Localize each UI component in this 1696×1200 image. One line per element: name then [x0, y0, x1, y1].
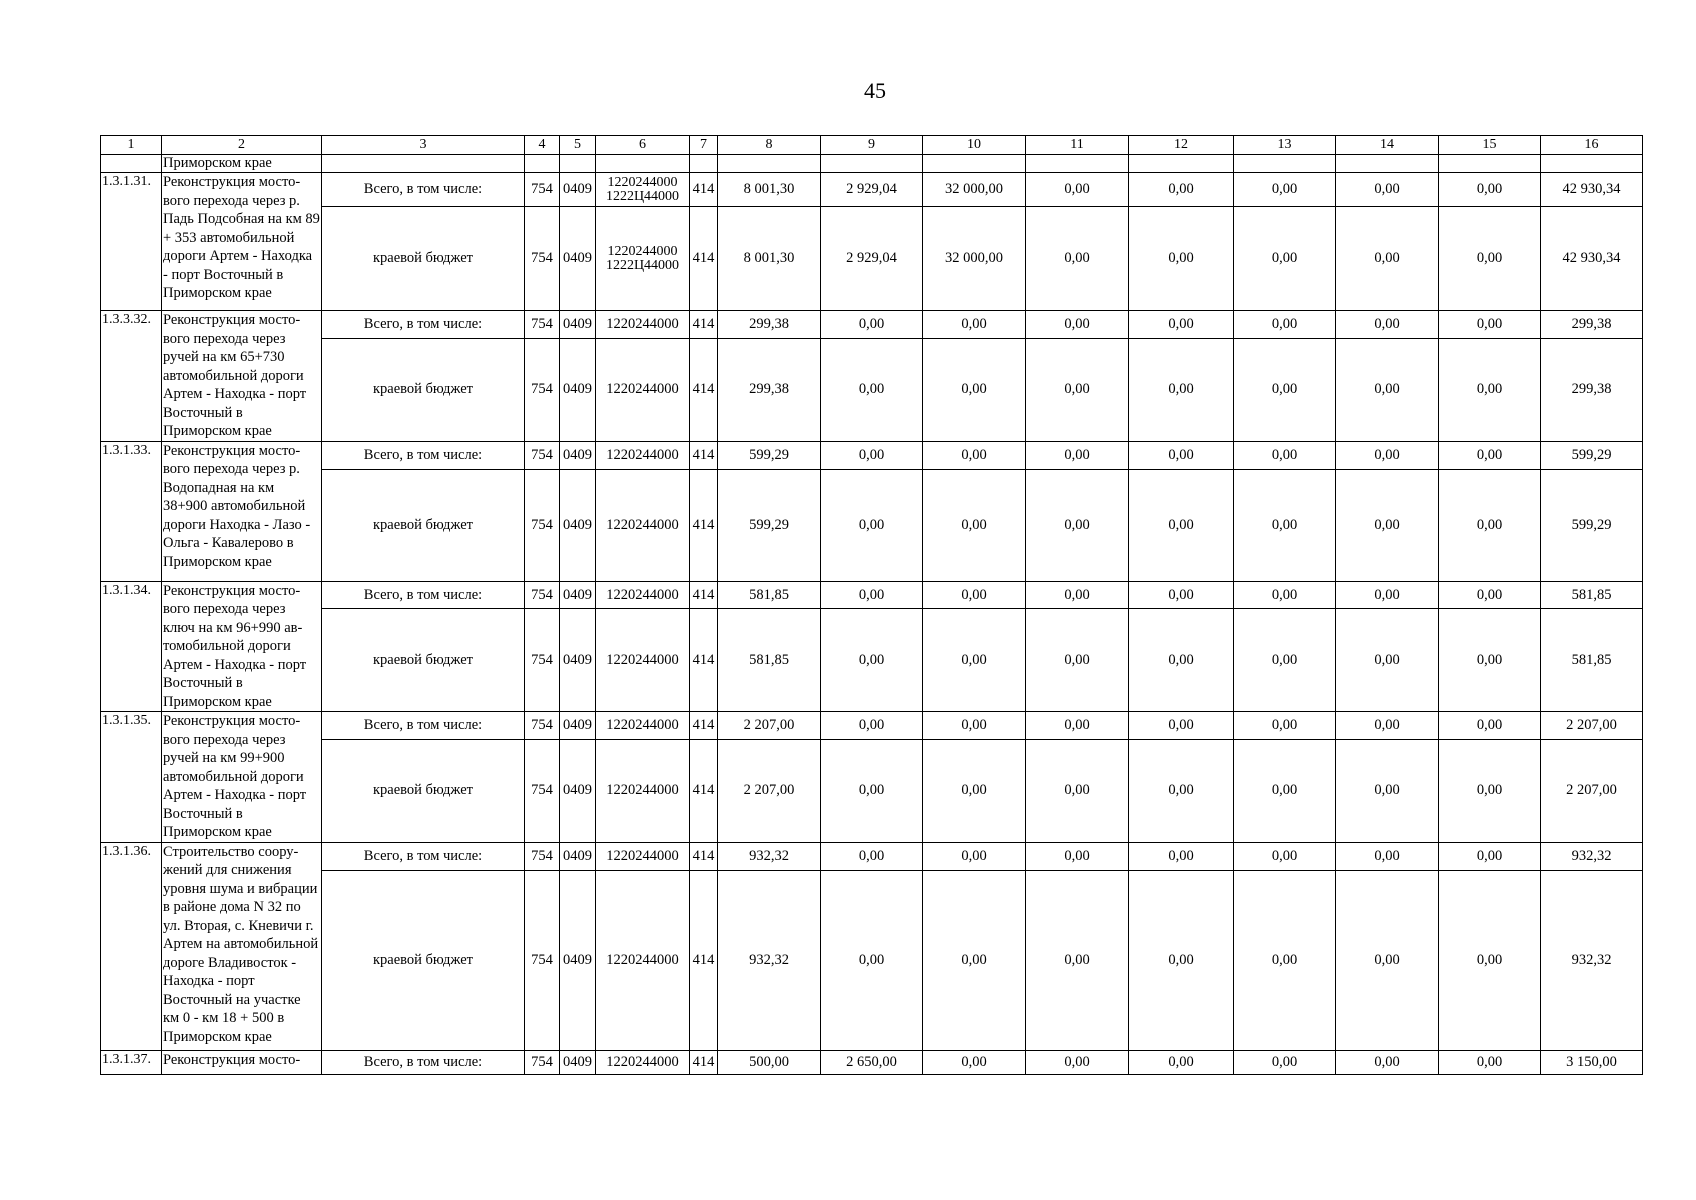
table-row [101, 469, 1643, 581]
value-cell-10: 32 000,00 [923, 207, 1026, 311]
code-cell-7: 414 [690, 441, 718, 469]
empty-cell [1541, 155, 1643, 173]
value-cell-9: 0,00 [821, 441, 923, 469]
value-cell-11: 0,00 [1026, 870, 1129, 1050]
code-cell-4: 754 [525, 441, 560, 469]
value-cell-8: 581,85 [718, 581, 821, 609]
code-cell-4: 754 [525, 338, 560, 441]
item-name-cell: Реконструкция мостового перехода через ручей на км 65+730 автомобильной дороги Артем - Находка - порт Восточный в Приморском крае [162, 311, 322, 442]
item-name-cell: Реконструкция мостового перехода через ручей на км 99+900 автомобильной дороги Артем - Находка - порт Восточный в Приморском крае [162, 712, 322, 843]
table-row [101, 609, 1643, 712]
value-cell-13: 0,00 [1234, 712, 1336, 740]
column-header-15: 15 [1439, 136, 1541, 155]
code-cell-5: 0409 [560, 338, 596, 441]
value-cell-14: 0,00 [1336, 1050, 1439, 1074]
continuation-row [101, 155, 1643, 173]
column-header-4: 4 [525, 136, 560, 155]
value-cell-15: 0,00 [1439, 581, 1541, 609]
value-cell-13: 0,00 [1234, 842, 1336, 870]
code-cell-6: 1220244000 [596, 712, 690, 740]
code-cell-7: 414 [690, 870, 718, 1050]
value-cell-11: 0,00 [1026, 311, 1129, 339]
code-cell-4: 754 [525, 870, 560, 1050]
value-cell-8: 932,32 [718, 842, 821, 870]
value-cell-15: 0,00 [1439, 173, 1541, 207]
value-cell-13: 0,00 [1234, 441, 1336, 469]
value-cell-12: 0,00 [1129, 1050, 1234, 1074]
value-cell-9: 0,00 [821, 609, 923, 712]
value-cell-14: 0,00 [1336, 581, 1439, 609]
item-name-cell: Реконструкция мостового перехода через р. Падь Подсобная на км 89 + 353 автомобильной дороги Артем - Находка - порт Восточный в Приморском крае [162, 173, 322, 311]
table-row [101, 173, 1643, 207]
source-label-cell: краевой бюджет [322, 739, 525, 842]
code-cell-7: 414 [690, 338, 718, 441]
value-cell-12: 0,00 [1129, 870, 1234, 1050]
value-cell-14: 0,00 [1336, 870, 1439, 1050]
value-cell-10: 0,00 [923, 842, 1026, 870]
value-cell-16: 299,38 [1541, 338, 1643, 441]
value-cell-8: 2 207,00 [718, 712, 821, 740]
value-cell-13: 0,00 [1234, 609, 1336, 712]
value-cell-11: 0,00 [1026, 338, 1129, 441]
code-cell-6: 1220244000 [596, 311, 690, 339]
item-number-cell: 1.3.1.35. [101, 712, 162, 843]
value-cell-15: 0,00 [1439, 712, 1541, 740]
empty-cell [322, 155, 525, 173]
value-cell-12: 0,00 [1129, 338, 1234, 441]
value-cell-13: 0,00 [1234, 311, 1336, 339]
table-body [101, 136, 1643, 1075]
code-cell-5: 0409 [560, 207, 596, 311]
value-cell-8: 599,29 [718, 441, 821, 469]
value-cell-16: 2 207,00 [1541, 712, 1643, 740]
value-cell-15: 0,00 [1439, 739, 1541, 842]
value-cell-16: 599,29 [1541, 441, 1643, 469]
column-header-5: 5 [560, 136, 596, 155]
value-cell-12: 0,00 [1129, 311, 1234, 339]
code-cell-5: 0409 [560, 870, 596, 1050]
value-cell-11: 0,00 [1026, 739, 1129, 842]
value-cell-10: 32 000,00 [923, 173, 1026, 207]
empty-cell [1129, 155, 1234, 173]
value-cell-9: 0,00 [821, 842, 923, 870]
empty-cell [596, 155, 690, 173]
value-cell-16: 299,38 [1541, 311, 1643, 339]
value-cell-8: 8 001,30 [718, 207, 821, 311]
code-cell-4: 754 [525, 842, 560, 870]
value-cell-15: 0,00 [1439, 842, 1541, 870]
column-header-13: 13 [1234, 136, 1336, 155]
value-cell-9: 0,00 [821, 469, 923, 581]
code-cell-5: 0409 [560, 739, 596, 842]
value-cell-14: 0,00 [1336, 712, 1439, 740]
value-cell-11: 0,00 [1026, 581, 1129, 609]
value-cell-11: 0,00 [1026, 469, 1129, 581]
code-cell-6: 1220244000 [596, 609, 690, 712]
value-cell-10: 0,00 [923, 870, 1026, 1050]
number-cell [101, 155, 162, 173]
value-cell-9: 2 929,04 [821, 207, 923, 311]
column-header-1: 1 [101, 136, 162, 155]
item-number-cell: 1.3.1.37. [101, 1050, 162, 1074]
total-label-cell: Всего, в том числе: [322, 441, 525, 469]
code-cell-5: 0409 [560, 842, 596, 870]
code-cell-6: 1220244000 [596, 441, 690, 469]
value-cell-11: 0,00 [1026, 609, 1129, 712]
value-cell-11: 0,00 [1026, 173, 1129, 207]
value-cell-15: 0,00 [1439, 1050, 1541, 1074]
value-cell-12: 0,00 [1129, 842, 1234, 870]
value-cell-8: 299,38 [718, 338, 821, 441]
code-cell-7: 414 [690, 842, 718, 870]
value-cell-8: 932,32 [718, 870, 821, 1050]
empty-cell [718, 155, 821, 173]
empty-cell [1234, 155, 1336, 173]
total-label-cell: Всего, в том числе: [322, 712, 525, 740]
code-cell-6: 1220244000 [596, 842, 690, 870]
value-cell-12: 0,00 [1129, 609, 1234, 712]
source-label-cell: краевой бюджет [322, 469, 525, 581]
value-cell-13: 0,00 [1234, 173, 1336, 207]
value-cell-16: 581,85 [1541, 609, 1643, 712]
value-cell-10: 0,00 [923, 311, 1026, 339]
item-number-cell: 1.3.1.33. [101, 441, 162, 581]
code-cell-5: 0409 [560, 173, 596, 207]
code-cell-4: 754 [525, 712, 560, 740]
value-cell-16: 599,29 [1541, 469, 1643, 581]
value-cell-8: 2 207,00 [718, 739, 821, 842]
value-cell-12: 0,00 [1129, 469, 1234, 581]
value-cell-14: 0,00 [1336, 207, 1439, 311]
value-cell-12: 0,00 [1129, 173, 1234, 207]
empty-cell [821, 155, 923, 173]
code-cell-5: 0409 [560, 1050, 596, 1074]
table-row [101, 870, 1643, 1050]
value-cell-9: 2 650,00 [821, 1050, 923, 1074]
value-cell-13: 0,00 [1234, 1050, 1336, 1074]
table-row [101, 441, 1643, 469]
code-cell-4: 754 [525, 173, 560, 207]
value-cell-10: 0,00 [923, 739, 1026, 842]
value-cell-16: 932,32 [1541, 870, 1643, 1050]
value-cell-13: 0,00 [1234, 739, 1336, 842]
value-cell-10: 0,00 [923, 609, 1026, 712]
code-cell-7: 414 [690, 1050, 718, 1074]
page-number: 45 [864, 78, 886, 103]
value-cell-15: 0,00 [1439, 311, 1541, 339]
item-number-cell: 1.3.3.32. [101, 311, 162, 442]
value-cell-12: 0,00 [1129, 712, 1234, 740]
item-number-cell: 1.3.1.31. [101, 173, 162, 311]
value-cell-10: 0,00 [923, 581, 1026, 609]
code-cell-7: 414 [690, 173, 718, 207]
value-cell-10: 0,00 [923, 712, 1026, 740]
source-label-cell: краевой бюджет [322, 207, 525, 311]
column-header-11: 11 [1026, 136, 1129, 155]
source-label-cell: краевой бюджет [322, 338, 525, 441]
total-label-cell: Всего, в том числе: [322, 1050, 525, 1074]
value-cell-11: 0,00 [1026, 1050, 1129, 1074]
code-cell-6: 1220244000 1222Ц44000 [596, 173, 690, 207]
value-cell-11: 0,00 [1026, 441, 1129, 469]
column-header-10: 10 [923, 136, 1026, 155]
value-cell-13: 0,00 [1234, 581, 1336, 609]
value-cell-13: 0,00 [1234, 870, 1336, 1050]
column-header-6: 6 [596, 136, 690, 155]
value-cell-10: 0,00 [923, 338, 1026, 441]
budget-table [100, 135, 1643, 1075]
code-cell-5: 0409 [560, 712, 596, 740]
code-cell-5: 0409 [560, 469, 596, 581]
value-cell-9: 0,00 [821, 311, 923, 339]
value-cell-16: 42 930,34 [1541, 207, 1643, 311]
code-cell-5: 0409 [560, 311, 596, 339]
item-number-cell: 1.3.1.34. [101, 581, 162, 712]
total-label-cell: Всего, в том числе: [322, 173, 525, 207]
value-cell-12: 0,00 [1129, 207, 1234, 311]
item-name-cell: Строительство сооружений для снижения уровня шума и вибрации в районе дома N 32 по ул. Вторая, с. Кневичи г. Артем на автомобильной дороге Владивосток - Находка - порт Восточный на участке км 0 - км 18 + 500 в Приморском крае [162, 842, 322, 1050]
value-cell-10: 0,00 [923, 441, 1026, 469]
value-cell-14: 0,00 [1336, 609, 1439, 712]
column-header-9: 9 [821, 136, 923, 155]
code-cell-6: 1220244000 [596, 870, 690, 1050]
code-cell-4: 754 [525, 609, 560, 712]
column-header-16: 16 [1541, 136, 1643, 155]
code-cell-4: 754 [525, 469, 560, 581]
value-cell-12: 0,00 [1129, 739, 1234, 842]
empty-cell [1336, 155, 1439, 173]
value-cell-10: 0,00 [923, 469, 1026, 581]
table-row [101, 1050, 1643, 1074]
value-cell-16: 3 150,00 [1541, 1050, 1643, 1074]
empty-cell [923, 155, 1026, 173]
value-cell-15: 0,00 [1439, 469, 1541, 581]
value-cell-10: 0,00 [923, 1050, 1026, 1074]
value-cell-8: 581,85 [718, 609, 821, 712]
value-cell-15: 0,00 [1439, 609, 1541, 712]
value-cell-13: 0,00 [1234, 469, 1336, 581]
column-header-7: 7 [690, 136, 718, 155]
value-cell-13: 0,00 [1234, 338, 1336, 441]
value-cell-14: 0,00 [1336, 441, 1439, 469]
item-name-cell: Реконструкция мостового перехода через р. Водопадная на км 38+900 автомобильной дороги Находка - Лазо - Ольга - Кавалерово в Приморском крае [162, 441, 322, 581]
code-cell-7: 414 [690, 469, 718, 581]
value-cell-15: 0,00 [1439, 207, 1541, 311]
value-cell-8: 599,29 [718, 469, 821, 581]
table-row [101, 338, 1643, 441]
value-cell-14: 0,00 [1336, 173, 1439, 207]
value-cell-14: 0,00 [1336, 338, 1439, 441]
column-header-3: 3 [322, 136, 525, 155]
empty-cell [525, 155, 560, 173]
value-cell-9: 0,00 [821, 712, 923, 740]
value-cell-13: 0,00 [1234, 207, 1336, 311]
value-cell-16: 42 930,34 [1541, 173, 1643, 207]
code-cell-5: 0409 [560, 609, 596, 712]
empty-cell [560, 155, 596, 173]
column-header-8: 8 [718, 136, 821, 155]
code-cell-7: 414 [690, 581, 718, 609]
code-cell-4: 754 [525, 581, 560, 609]
code-cell-6: 1220244000 [596, 739, 690, 842]
total-label-cell: Всего, в том числе: [322, 842, 525, 870]
item-name-cell: Реконструкция мосто- [162, 1050, 322, 1074]
value-cell-9: 0,00 [821, 870, 923, 1050]
code-cell-6: 1220244000 [596, 1050, 690, 1074]
code-cell-5: 0409 [560, 581, 596, 609]
empty-cell [690, 155, 718, 173]
code-cell-6: 1220244000 [596, 338, 690, 441]
total-label-cell: Всего, в том числе: [322, 581, 525, 609]
value-cell-15: 0,00 [1439, 870, 1541, 1050]
table-row [101, 311, 1643, 339]
item-number-cell: 1.3.1.36. [101, 842, 162, 1050]
item-name-cell: Реконструкция мостового перехода через ключ на км 96+990 автомобильной дороги Артем - Находка - порт Восточный в Приморском крае [162, 581, 322, 712]
code-cell-6: 1220244000 [596, 469, 690, 581]
code-cell-6: 1220244000 [596, 581, 690, 609]
value-cell-15: 0,00 [1439, 441, 1541, 469]
value-cell-8: 500,00 [718, 1050, 821, 1074]
value-cell-14: 0,00 [1336, 311, 1439, 339]
code-cell-7: 414 [690, 311, 718, 339]
value-cell-11: 0,00 [1026, 842, 1129, 870]
value-cell-16: 581,85 [1541, 581, 1643, 609]
code-cell-7: 414 [690, 609, 718, 712]
code-cell-6: 1220244000 1222Ц44000 [596, 207, 690, 311]
header-row [101, 136, 1643, 155]
source-label-cell: краевой бюджет [322, 870, 525, 1050]
code-cell-4: 754 [525, 207, 560, 311]
value-cell-16: 932,32 [1541, 842, 1643, 870]
empty-cell [1026, 155, 1129, 173]
table-row [101, 739, 1643, 842]
value-cell-8: 299,38 [718, 311, 821, 339]
code-cell-7: 414 [690, 739, 718, 842]
value-cell-14: 0,00 [1336, 842, 1439, 870]
table-row [101, 207, 1643, 311]
value-cell-15: 0,00 [1439, 338, 1541, 441]
code-cell-7: 414 [690, 207, 718, 311]
table-row [101, 581, 1643, 609]
source-label-cell: краевой бюджет [322, 609, 525, 712]
value-cell-14: 0,00 [1336, 739, 1439, 842]
table-row [101, 842, 1643, 870]
code-cell-4: 754 [525, 1050, 560, 1074]
code-cell-7: 414 [690, 712, 718, 740]
value-cell-12: 0,00 [1129, 581, 1234, 609]
value-cell-11: 0,00 [1026, 207, 1129, 311]
empty-cell [1439, 155, 1541, 173]
value-cell-9: 0,00 [821, 581, 923, 609]
column-header-12: 12 [1129, 136, 1234, 155]
column-header-2: 2 [162, 136, 322, 155]
value-cell-9: 0,00 [821, 739, 923, 842]
code-cell-4: 754 [525, 311, 560, 339]
item-name-cell: Приморском крае [162, 155, 322, 173]
value-cell-9: 2 929,04 [821, 173, 923, 207]
value-cell-11: 0,00 [1026, 712, 1129, 740]
value-cell-14: 0,00 [1336, 469, 1439, 581]
value-cell-9: 0,00 [821, 338, 923, 441]
code-cell-4: 754 [525, 739, 560, 842]
code-cell-5: 0409 [560, 441, 596, 469]
table-row [101, 712, 1643, 740]
column-header-14: 14 [1336, 136, 1439, 155]
value-cell-16: 2 207,00 [1541, 739, 1643, 842]
value-cell-12: 0,00 [1129, 441, 1234, 469]
value-cell-8: 8 001,30 [718, 173, 821, 207]
total-label-cell: Всего, в том числе: [322, 311, 525, 339]
